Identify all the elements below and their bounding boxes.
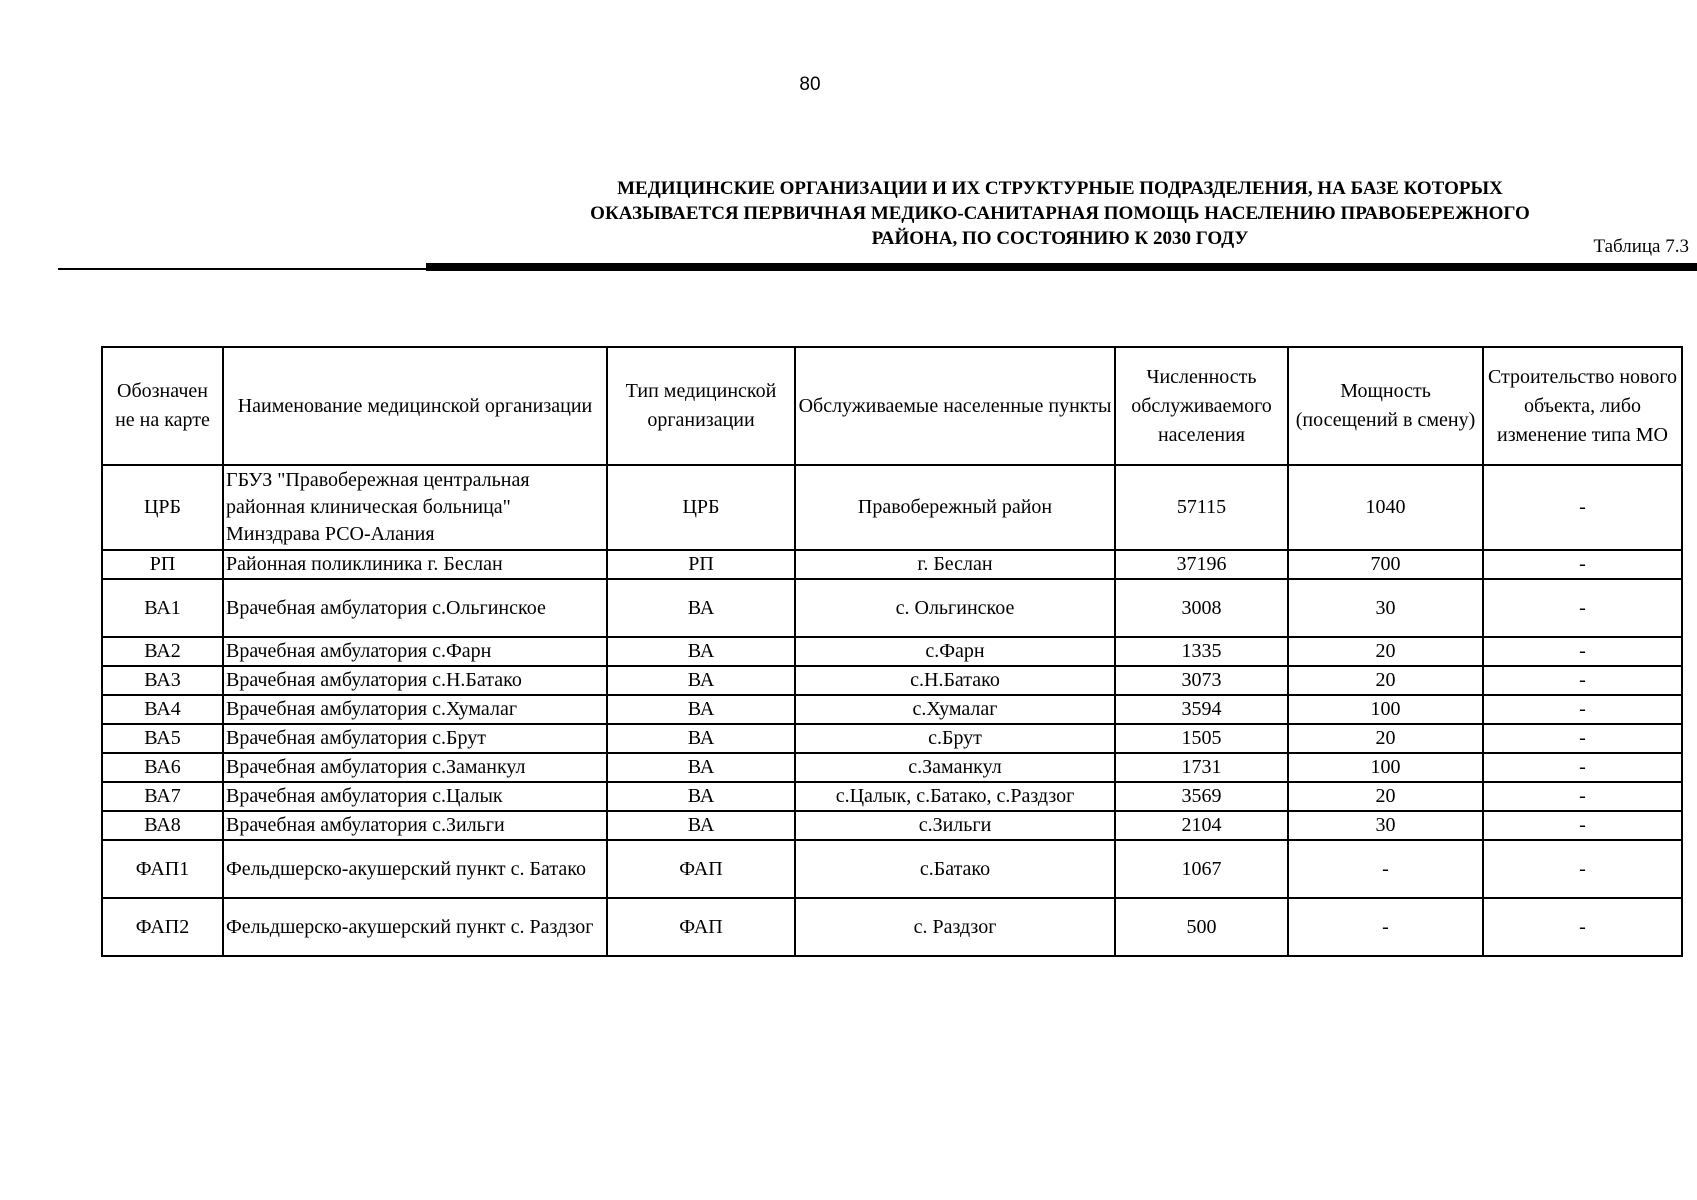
table-row xyxy=(102,724,1682,753)
table-row xyxy=(102,811,1682,840)
cell-settlements: с.Батако xyxy=(795,840,1115,898)
cell-construction: - xyxy=(1483,666,1682,695)
cell-settlements: с.Фарн xyxy=(795,637,1115,666)
cell-capacity: 20 xyxy=(1288,637,1483,666)
cell-population: 3008 xyxy=(1115,579,1288,637)
cell-organization-type: ФАП xyxy=(607,840,795,898)
cell-organization-type: ВА xyxy=(607,753,795,782)
cell-settlements: с.Н.Батако xyxy=(795,666,1115,695)
table-row xyxy=(102,465,1682,550)
header-capacity: Мощность (посещений в смену) xyxy=(1288,347,1483,465)
cell-organization-name: Врачебная амбулатория с.Фарн xyxy=(223,637,607,666)
cell-designation: ВА3 xyxy=(102,666,223,695)
page-number: 80 xyxy=(799,74,821,95)
cell-designation: ФАП2 xyxy=(102,898,223,956)
title-line-1: МЕДИЦИНСКИЕ ОРГАНИЗАЦИИ И ИХ СТРУКТУРНЫЕ ПОДРАЗДЕЛЕНИЯ, НА БАЗЕ КОТОРЫХ xyxy=(617,178,1503,199)
header-construction: Строительство нового объекта, либо изменение типа МО xyxy=(1483,347,1682,465)
cell-population: 1335 xyxy=(1115,637,1288,666)
cell-population: 3073 xyxy=(1115,666,1288,695)
cell-capacity: 100 xyxy=(1288,753,1483,782)
title-line-2: ОКАЗЫВАЕТСЯ ПЕРВИЧНАЯ МЕДИКО-САНИТАРНАЯ ПОМОЩЬ НАСЕЛЕНИЮ ПРАВОБЕРЕЖНОГО xyxy=(590,203,1530,224)
cell-organization-type: ВА xyxy=(607,637,795,666)
header-organization-name: Наименование медицинской организации xyxy=(223,347,607,465)
cell-organization-name: Врачебная амбулатория с.Цалык xyxy=(223,782,607,811)
cell-organization-name: Врачебная амбулатория с.Ольгинское xyxy=(223,579,607,637)
cell-construction: - xyxy=(1483,782,1682,811)
cell-population: 37196 xyxy=(1115,550,1288,579)
cell-organization-name: Фельдшерско-акушерский пункт с. Батако xyxy=(223,840,607,898)
cell-designation: ВА6 xyxy=(102,753,223,782)
cell-construction: - xyxy=(1483,637,1682,666)
cell-settlements: с. Ольгинское xyxy=(795,579,1115,637)
title-line-3: РАЙОНА, ПО СОСТОЯНИЮ К 2030 ГОДУ xyxy=(871,228,1249,249)
header-rule-thick xyxy=(426,263,1697,271)
medical-organizations-table xyxy=(101,346,1683,957)
cell-capacity: - xyxy=(1288,898,1483,956)
cell-capacity: 20 xyxy=(1288,666,1483,695)
cell-settlements: с.Брут xyxy=(795,724,1115,753)
cell-population: 2104 xyxy=(1115,811,1288,840)
cell-designation: ВА7 xyxy=(102,782,223,811)
cell-organization-type: ВА xyxy=(607,724,795,753)
cell-population: 3569 xyxy=(1115,782,1288,811)
cell-settlements: с.Цалык, с.Батако, с.Раздзог xyxy=(795,782,1115,811)
cell-organization-type: ФАП xyxy=(607,898,795,956)
cell-organization-name: Врачебная амбулатория с.Заманкул xyxy=(223,753,607,782)
cell-capacity: 20 xyxy=(1288,782,1483,811)
cell-capacity: 100 xyxy=(1288,695,1483,724)
table-row xyxy=(102,782,1682,811)
cell-designation: ФАП1 xyxy=(102,840,223,898)
cell-population: 1067 xyxy=(1115,840,1288,898)
cell-organization-type: ЦРБ xyxy=(607,465,795,550)
header-map-designation: Обозначен не на карте xyxy=(102,347,223,465)
cell-construction: - xyxy=(1483,840,1682,898)
cell-capacity: 1040 xyxy=(1288,465,1483,550)
cell-construction: - xyxy=(1483,753,1682,782)
cell-population: 500 xyxy=(1115,898,1288,956)
cell-organization-name: Врачебная амбулатория с.Хумалаг xyxy=(223,695,607,724)
cell-construction: - xyxy=(1483,898,1682,956)
header-organization-type: Тип медицинской организации xyxy=(607,347,795,465)
cell-organization-name: Районная поликлиника г. Беслан xyxy=(223,550,607,579)
cell-settlements: с.Зильги xyxy=(795,811,1115,840)
header-population: Численность обслуживаемого населения xyxy=(1115,347,1288,465)
cell-population: 57115 xyxy=(1115,465,1288,550)
cell-construction: - xyxy=(1483,550,1682,579)
cell-settlements: с.Хумалаг xyxy=(795,695,1115,724)
table-row xyxy=(102,840,1682,898)
cell-organization-name: Врачебная амбулатория с.Зильги xyxy=(223,811,607,840)
cell-construction: - xyxy=(1483,695,1682,724)
cell-settlements: с. Раздзог xyxy=(795,898,1115,956)
cell-designation: РП xyxy=(102,550,223,579)
cell-settlements: Правобережный район xyxy=(795,465,1115,550)
cell-settlements: с.Заманкул xyxy=(795,753,1115,782)
table-header-row xyxy=(102,347,1682,465)
cell-organization-type: ВА xyxy=(607,666,795,695)
cell-organization-name: ГБУЗ "Правобережная центральная районная клиническая больница" Минздрава РСО-Алания xyxy=(223,465,607,550)
cell-designation: ВА4 xyxy=(102,695,223,724)
table-row xyxy=(102,753,1682,782)
cell-construction: - xyxy=(1483,465,1682,550)
cell-construction: - xyxy=(1483,811,1682,840)
cell-organization-name: Фельдшерско-акушерский пункт с. Раздзог xyxy=(223,898,607,956)
cell-capacity: 30 xyxy=(1288,579,1483,637)
cell-designation: ВА8 xyxy=(102,811,223,840)
cell-organization-name: Врачебная амбулатория с.Брут xyxy=(223,724,607,753)
cell-organization-type: ВА xyxy=(607,811,795,840)
cell-capacity: 700 xyxy=(1288,550,1483,579)
header-served-settlements: Обслуживаемые населенные пункты xyxy=(795,347,1115,465)
cell-construction: - xyxy=(1483,579,1682,637)
table-row xyxy=(102,637,1682,666)
table-row xyxy=(102,898,1682,956)
cell-population: 3594 xyxy=(1115,695,1288,724)
cell-population: 1505 xyxy=(1115,724,1288,753)
table-row xyxy=(102,695,1682,724)
cell-settlements: г. Беслан xyxy=(795,550,1115,579)
document-title xyxy=(480,176,1640,251)
cell-capacity: - xyxy=(1288,840,1483,898)
cell-organization-type: ВА xyxy=(607,579,795,637)
cell-organization-type: РП xyxy=(607,550,795,579)
cell-organization-name: Врачебная амбулатория с.Н.Батако xyxy=(223,666,607,695)
cell-capacity: 20 xyxy=(1288,724,1483,753)
cell-construction: - xyxy=(1483,724,1682,753)
table-row xyxy=(102,579,1682,637)
cell-designation: ВА2 xyxy=(102,637,223,666)
table-row xyxy=(102,666,1682,695)
cell-organization-type: ВА xyxy=(607,782,795,811)
table-row xyxy=(102,550,1682,579)
cell-designation: ВА1 xyxy=(102,579,223,637)
cell-organization-type: ВА xyxy=(607,695,795,724)
cell-designation: ВА5 xyxy=(102,724,223,753)
cell-capacity: 30 xyxy=(1288,811,1483,840)
table-label: Таблица 7.3 xyxy=(1593,236,1689,257)
cell-designation: ЦРБ xyxy=(102,465,223,550)
cell-population: 1731 xyxy=(1115,753,1288,782)
